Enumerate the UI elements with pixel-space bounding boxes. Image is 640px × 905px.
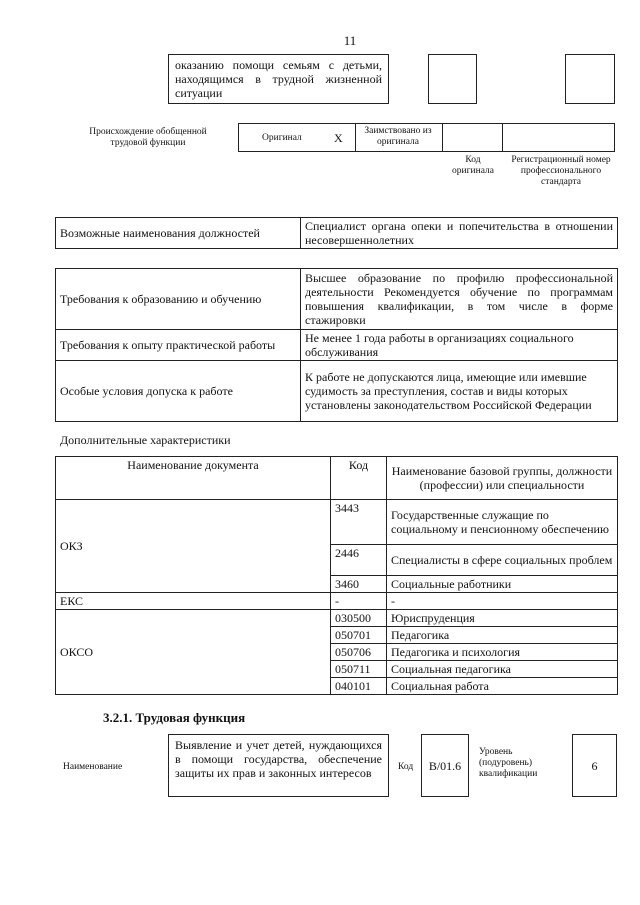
code-box-empty [428,54,477,104]
page-number: 11 [343,33,357,48]
level-box-empty [565,54,615,104]
okso-code: 040101 [331,678,387,695]
positions-value: Специалист органа опеки и попечительства в отношении несовершеннолетних [301,218,618,249]
origin-divider-2 [442,123,443,152]
lf-code-value: B/01.6 [428,759,462,773]
lf-name-label: Наименование [63,762,123,772]
eks-label: ЕКС [56,593,331,610]
positions-table [55,217,618,249]
lf-level-value: 6 [591,759,598,773]
lf-name-value: Выявление и учет детей, нуждающихся в помощи государства, обеспечение защиты их прав и законных интересов [175,738,382,780]
okz-code: 3460 [331,576,387,593]
lf-name-box [168,734,389,797]
origin-code-label: Код оригинала [452,155,494,176]
additional-heading: Дополнительные характеристики [60,433,231,447]
req-special-label: Особые условия допуска к работе [56,361,301,422]
eks-code: - [331,593,387,610]
origin-mark: X [334,131,343,145]
lf-level-label: Уровень (подуровень) квалификации [479,747,538,779]
okso-name: Социальная педагогика [387,661,618,678]
okso-name: Педагогика и психология [387,644,618,661]
okz-code: 3443 [331,500,387,545]
req-education-value: Высшее образование по профилю профессиональной деятельности Рекомендуется обучение по программам повышения квалификации, в том числе в форме стажировки [301,269,618,330]
origin-label: Происхождение обобщенной трудовой функции [89,127,207,148]
req-education-label: Требования к образованию и обучению [56,269,301,330]
okso-code: 050706 [331,644,387,661]
origin-divider-3 [502,123,503,152]
okz-label: ОКЗ [56,500,331,593]
okso-code: 050701 [331,627,387,644]
additional-table [55,456,618,695]
okso-code: 030500 [331,610,387,627]
lf-code-box [421,734,469,797]
okz-name: Социальные работники [387,576,618,593]
requirements-table [55,268,618,422]
okz-name: Специалисты в сфере социальных проблем [387,545,618,576]
okso-name: Социальная работа [387,678,618,695]
col-code-header: Код [331,457,387,500]
lf-code-label: Код [398,762,414,772]
col-doc-header: Наименование документа [56,457,331,500]
col-name-header: Наименование базовой группы, должности (профессии) или специальности [387,457,618,500]
okso-name: Юриспруденция [387,610,618,627]
okz-name: Государственные служащие по социальному и пенсионному обеспечению [387,500,618,545]
okso-label: ОКСО [56,610,331,695]
function-name-box [168,54,389,104]
origin-reg-label: Регистрационный номер профессионального стандарта [511,155,611,187]
lf-level-box [572,734,617,797]
okso-name: Педагогика [387,627,618,644]
positions-label: Возможные наименования должностей [56,218,301,249]
req-experience-value: Не менее 1 года работы в организациях социального обслуживания [301,330,618,361]
okz-code: 2446 [331,545,387,576]
labor-function-heading: 3.2.1. Трудовая функция [103,710,246,725]
req-special-value: К работе не допускаются лица, имеющие или имевшие судимость за преступления, состав и виды которых установлены законодательством Российской Федерации [301,361,618,422]
origin-borrowed-label: Заимствовано из оригинала [364,126,432,147]
origin-original-label: Оригинал [262,133,302,143]
eks-name: - [387,593,618,610]
function-name-text: оказанию помощи семьям с детьми, находящимся в трудной жизненной ситуации [175,58,382,100]
req-experience-label: Требования к опыту практической работы [56,330,301,361]
okso-code: 050711 [331,661,387,678]
